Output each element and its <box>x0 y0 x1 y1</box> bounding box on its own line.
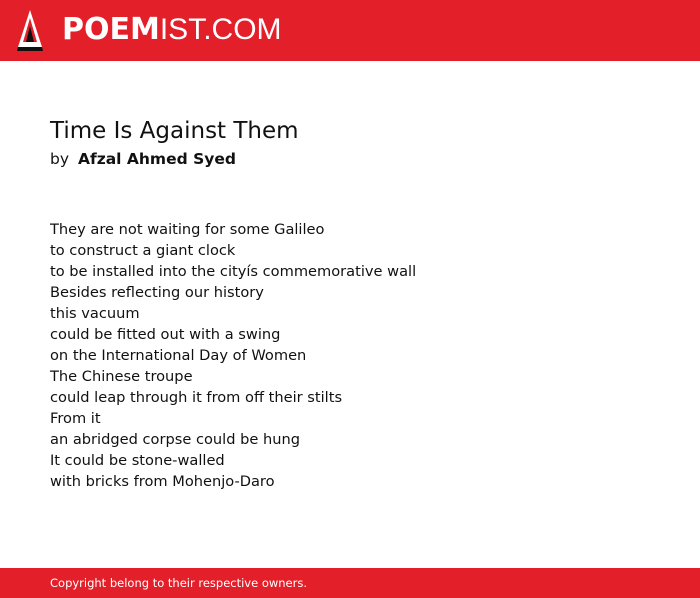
poem-line: this vacuum <box>50 305 140 322</box>
poem-line: It could be stone-walled <box>50 452 225 469</box>
poem-line: Besides reflecting our history <box>50 284 264 301</box>
poem-byline <box>50 148 236 170</box>
poem-body <box>50 219 650 492</box>
copyright-notice: Copyright belong to their respective owners. <box>50 576 308 590</box>
wordmark-bold: POEM <box>62 12 160 47</box>
site-logo-link[interactable] <box>0 0 282 61</box>
poem-line: They are not waiting for some Galileo <box>50 221 325 238</box>
poem-line: could leap through it from off their stilts <box>50 389 343 406</box>
poem-line: The Chinese troupe <box>50 368 193 385</box>
site-header <box>0 0 700 61</box>
wordmark-light: IST.COM <box>159 13 282 46</box>
poem-title: Time Is Against Them <box>50 118 299 144</box>
site-footer <box>0 568 700 598</box>
poem-line: on the International Day of Women <box>50 347 307 364</box>
pencil-icon <box>16 9 44 52</box>
author-link[interactable]: Afzal Ahmed Syed <box>77 150 236 168</box>
poem-line: an abridged corpse could be hung <box>50 431 300 448</box>
site-wordmark <box>62 11 282 49</box>
poem-line: to be installed into the cityís commemorative wall <box>50 263 417 280</box>
by-label: by <box>50 150 70 168</box>
poem-line: From it <box>50 410 101 427</box>
poem-line: to construct a giant clock <box>50 242 236 259</box>
poem-line: with bricks from Mohenjo-Daro <box>50 473 275 490</box>
poem-line: could be fitted out with a swing <box>50 326 281 343</box>
